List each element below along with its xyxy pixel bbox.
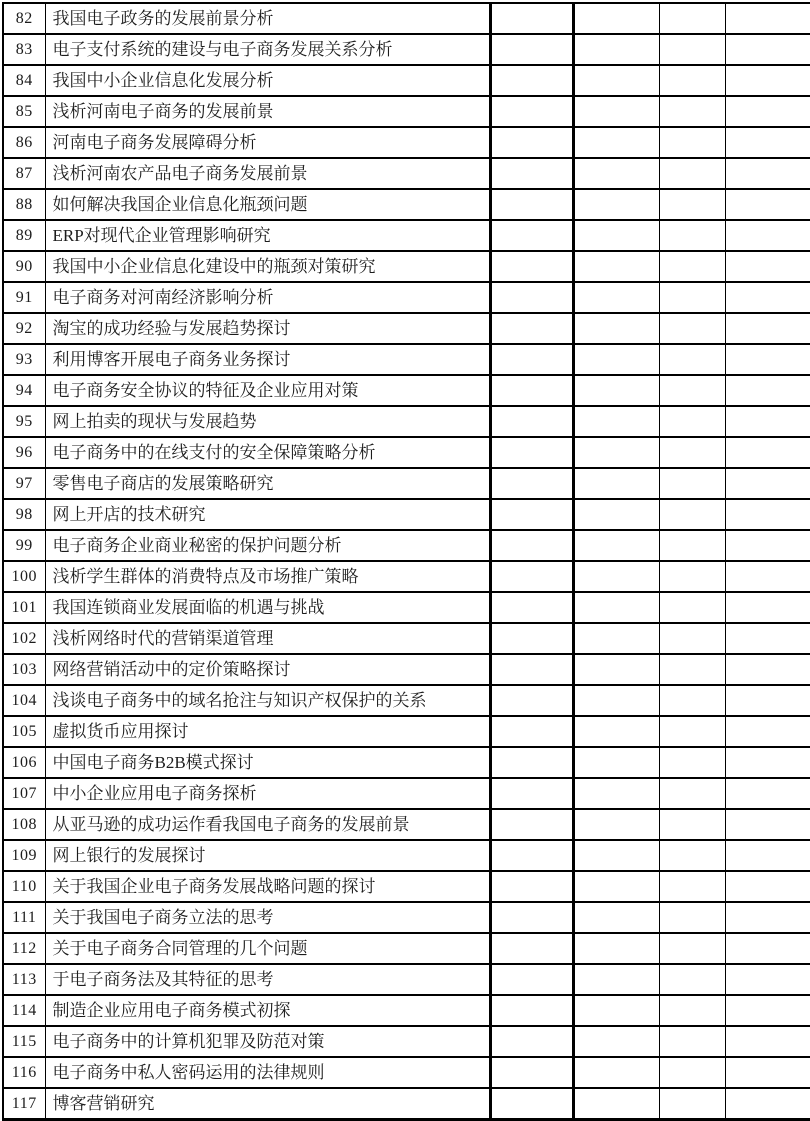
empty-cell: [573, 716, 659, 747]
empty-cell: [725, 189, 810, 220]
empty-cell: [725, 840, 810, 871]
table-row: [3, 809, 810, 840]
empty-cell: [725, 902, 810, 933]
row-number: 116: [3, 1057, 45, 1088]
table-row: [3, 127, 810, 158]
empty-cell: [659, 437, 725, 468]
empty-cell: [490, 313, 573, 344]
topic-title: 电子商务对河南经济影响分析: [45, 282, 490, 313]
table-row: [3, 437, 810, 468]
empty-cell: [725, 3, 810, 34]
empty-cell: [490, 220, 573, 251]
topic-title: 河南电子商务发展障碍分析: [45, 127, 490, 158]
empty-cell: [573, 189, 659, 220]
empty-cell: [490, 1088, 573, 1120]
empty-cell: [725, 747, 810, 778]
topic-title: 浅析网络时代的营销渠道管理: [45, 623, 490, 654]
topic-title: 虚拟货币应用探讨: [45, 716, 490, 747]
table-row: [3, 747, 810, 778]
empty-cell: [725, 716, 810, 747]
empty-cell: [490, 623, 573, 654]
row-number: 97: [3, 468, 45, 499]
table-row: [3, 654, 810, 685]
row-number: 98: [3, 499, 45, 530]
topic-title: 我国中小企业信息化建设中的瓶颈对策研究: [45, 251, 490, 282]
empty-cell: [573, 499, 659, 530]
empty-cell: [573, 375, 659, 406]
empty-cell: [659, 251, 725, 282]
empty-cell: [490, 189, 573, 220]
table-row: [3, 964, 810, 995]
empty-cell: [573, 34, 659, 65]
row-number: 104: [3, 685, 45, 716]
empty-cell: [490, 809, 573, 840]
empty-cell: [490, 96, 573, 127]
empty-cell: [490, 34, 573, 65]
table-row: [3, 282, 810, 313]
empty-cell: [490, 654, 573, 685]
table-row: [3, 933, 810, 964]
topic-title: 零售电子商店的发展策略研究: [45, 468, 490, 499]
empty-cell: [725, 65, 810, 96]
empty-cell: [573, 871, 659, 902]
empty-cell: [659, 220, 725, 251]
table-row: [3, 375, 810, 406]
empty-cell: [573, 468, 659, 499]
table-row: [3, 1026, 810, 1057]
empty-cell: [490, 530, 573, 561]
empty-cell: [725, 1088, 810, 1120]
empty-cell: [573, 282, 659, 313]
table-row: [3, 313, 810, 344]
empty-cell: [573, 3, 659, 34]
empty-cell: [573, 902, 659, 933]
topic-title: 浅析河南农产品电子商务发展前景: [45, 158, 490, 189]
row-number: 91: [3, 282, 45, 313]
empty-cell: [573, 437, 659, 468]
row-number: 89: [3, 220, 45, 251]
empty-cell: [659, 158, 725, 189]
topic-title: 电子商务企业商业秘密的保护问题分析: [45, 530, 490, 561]
table-row: [3, 344, 810, 375]
empty-cell: [490, 964, 573, 995]
empty-cell: [725, 220, 810, 251]
topic-title: 浅析学生群体的消费特点及市场推广策略: [45, 561, 490, 592]
table-row: [3, 623, 810, 654]
row-number: 94: [3, 375, 45, 406]
empty-cell: [659, 375, 725, 406]
topic-title: 网上拍卖的现状与发展趋势: [45, 406, 490, 437]
empty-cell: [490, 127, 573, 158]
empty-cell: [573, 840, 659, 871]
row-number: 93: [3, 344, 45, 375]
topic-title: 淘宝的成功经验与发展趋势探讨: [45, 313, 490, 344]
empty-cell: [659, 1057, 725, 1088]
empty-cell: [573, 127, 659, 158]
empty-cell: [725, 1026, 810, 1057]
topic-title: 中小企业应用电子商务探析: [45, 778, 490, 809]
empty-cell: [725, 96, 810, 127]
row-number: 106: [3, 747, 45, 778]
table-row: [3, 220, 810, 251]
table-row: [3, 189, 810, 220]
empty-cell: [659, 313, 725, 344]
row-number: 114: [3, 995, 45, 1026]
empty-cell: [659, 499, 725, 530]
table-row: [3, 778, 810, 809]
empty-cell: [490, 716, 573, 747]
row-number: 117: [3, 1088, 45, 1120]
topic-title: 我国连锁商业发展面临的机遇与挑战: [45, 592, 490, 623]
topic-title: 制造企业应用电子商务模式初探: [45, 995, 490, 1026]
empty-cell: [490, 747, 573, 778]
topic-title: 从亚马逊的成功运作看我国电子商务的发展前景: [45, 809, 490, 840]
table-row: [3, 96, 810, 127]
row-number: 99: [3, 530, 45, 561]
row-number: 90: [3, 251, 45, 282]
topic-title: 如何解决我国企业信息化瓶颈问题: [45, 189, 490, 220]
row-number: 84: [3, 65, 45, 96]
topic-title: 网上开店的技术研究: [45, 499, 490, 530]
empty-cell: [659, 654, 725, 685]
empty-cell: [573, 685, 659, 716]
empty-cell: [490, 3, 573, 34]
empty-cell: [725, 623, 810, 654]
empty-cell: [490, 871, 573, 902]
row-number: 105: [3, 716, 45, 747]
empty-cell: [659, 189, 725, 220]
row-number: 86: [3, 127, 45, 158]
empty-cell: [659, 747, 725, 778]
empty-cell: [573, 65, 659, 96]
row-number: 103: [3, 654, 45, 685]
empty-cell: [573, 778, 659, 809]
empty-cell: [659, 995, 725, 1026]
empty-cell: [725, 871, 810, 902]
empty-cell: [490, 778, 573, 809]
row-number: 83: [3, 34, 45, 65]
empty-cell: [725, 964, 810, 995]
empty-cell: [573, 251, 659, 282]
topic-title: 博客营销研究: [45, 1088, 490, 1120]
row-number: 110: [3, 871, 45, 902]
empty-cell: [573, 530, 659, 561]
empty-cell: [725, 344, 810, 375]
empty-cell: [659, 406, 725, 437]
empty-cell: [573, 1026, 659, 1057]
empty-cell: [490, 375, 573, 406]
row-number: 85: [3, 96, 45, 127]
empty-cell: [490, 65, 573, 96]
empty-cell: [659, 96, 725, 127]
empty-cell: [659, 3, 725, 34]
empty-cell: [573, 344, 659, 375]
empty-cell: [725, 685, 810, 716]
empty-cell: [659, 840, 725, 871]
empty-cell: [659, 716, 725, 747]
table-row: [3, 65, 810, 96]
table-row: [3, 592, 810, 623]
empty-cell: [490, 933, 573, 964]
empty-cell: [490, 840, 573, 871]
empty-cell: [490, 344, 573, 375]
empty-cell: [725, 778, 810, 809]
row-number: 82: [3, 3, 45, 34]
empty-cell: [725, 34, 810, 65]
empty-cell: [725, 592, 810, 623]
topic-title: 电子支付系统的建设与电子商务发展关系分析: [45, 34, 490, 65]
empty-cell: [725, 282, 810, 313]
empty-cell: [659, 809, 725, 840]
topic-title: 电子商务中私人密码运用的法律规则: [45, 1057, 490, 1088]
row-number: 108: [3, 809, 45, 840]
topic-title: 我国中小企业信息化发展分析: [45, 65, 490, 96]
empty-cell: [725, 127, 810, 158]
table-row: [3, 995, 810, 1026]
topic-table-body: [3, 3, 810, 1120]
topic-title: 关于我国企业电子商务发展战略问题的探讨: [45, 871, 490, 902]
empty-cell: [490, 902, 573, 933]
row-number: 115: [3, 1026, 45, 1057]
topic-title: 中国电子商务B2B模式探讨: [45, 747, 490, 778]
empty-cell: [573, 96, 659, 127]
empty-cell: [573, 1088, 659, 1120]
topic-title: 网络营销活动中的定价策略探讨: [45, 654, 490, 685]
table-row: [3, 685, 810, 716]
empty-cell: [659, 127, 725, 158]
table-row: [3, 840, 810, 871]
empty-cell: [725, 1057, 810, 1088]
empty-cell: [725, 654, 810, 685]
empty-cell: [725, 561, 810, 592]
empty-cell: [659, 623, 725, 654]
empty-cell: [725, 251, 810, 282]
row-number: 107: [3, 778, 45, 809]
empty-cell: [725, 313, 810, 344]
topic-title: 电子商务中的计算机犯罪及防范对策: [45, 1026, 490, 1057]
table-row: [3, 871, 810, 902]
empty-cell: [573, 561, 659, 592]
topic-title: 电子商务中的在线支付的安全保障策略分析: [45, 437, 490, 468]
topic-title: ERP对现代企业管理影响研究: [45, 220, 490, 251]
table-row: [3, 3, 810, 34]
row-number: 92: [3, 313, 45, 344]
empty-cell: [573, 654, 659, 685]
empty-cell: [490, 437, 573, 468]
empty-cell: [725, 995, 810, 1026]
topic-title: 电子商务安全协议的特征及企业应用对策: [45, 375, 490, 406]
row-number: 87: [3, 158, 45, 189]
table-row: [3, 1088, 810, 1120]
empty-cell: [573, 747, 659, 778]
table-row: [3, 716, 810, 747]
empty-cell: [490, 685, 573, 716]
topic-title: 关于电子商务合同管理的几个问题: [45, 933, 490, 964]
table-row: [3, 499, 810, 530]
empty-cell: [490, 592, 573, 623]
topic-list-table: [2, 2, 810, 1121]
row-number: 100: [3, 561, 45, 592]
empty-cell: [725, 158, 810, 189]
topic-title: 浅析河南电子商务的发展前景: [45, 96, 490, 127]
table-row: [3, 251, 810, 282]
topic-title: 我国电子政务的发展前景分析: [45, 3, 490, 34]
topic-title: 网上银行的发展探讨: [45, 840, 490, 871]
table-row: [3, 902, 810, 933]
empty-cell: [725, 499, 810, 530]
empty-cell: [659, 592, 725, 623]
row-number: 102: [3, 623, 45, 654]
empty-cell: [659, 530, 725, 561]
table-row: [3, 561, 810, 592]
empty-cell: [659, 964, 725, 995]
empty-cell: [573, 313, 659, 344]
empty-cell: [490, 499, 573, 530]
empty-cell: [659, 1026, 725, 1057]
empty-cell: [725, 933, 810, 964]
empty-cell: [490, 158, 573, 189]
empty-cell: [725, 375, 810, 406]
empty-cell: [490, 1057, 573, 1088]
row-number: 113: [3, 964, 45, 995]
empty-cell: [725, 530, 810, 561]
empty-cell: [659, 282, 725, 313]
row-number: 109: [3, 840, 45, 871]
topic-title: 浅谈电子商务中的域名抢注与知识产权保护的关系: [45, 685, 490, 716]
topic-title: 关于我国电子商务立法的思考: [45, 902, 490, 933]
empty-cell: [659, 933, 725, 964]
empty-cell: [573, 406, 659, 437]
empty-cell: [659, 344, 725, 375]
empty-cell: [573, 964, 659, 995]
empty-cell: [659, 778, 725, 809]
row-number: 112: [3, 933, 45, 964]
table-row: [3, 34, 810, 65]
empty-cell: [573, 995, 659, 1026]
empty-cell: [573, 933, 659, 964]
row-number: 88: [3, 189, 45, 220]
empty-cell: [659, 468, 725, 499]
table-row: [3, 530, 810, 561]
row-number: 95: [3, 406, 45, 437]
empty-cell: [573, 809, 659, 840]
empty-cell: [659, 34, 725, 65]
empty-cell: [573, 1057, 659, 1088]
empty-cell: [490, 282, 573, 313]
empty-cell: [725, 809, 810, 840]
table-row: [3, 406, 810, 437]
empty-cell: [725, 468, 810, 499]
topic-title: 利用博客开展电子商务业务探讨: [45, 344, 490, 375]
empty-cell: [573, 158, 659, 189]
empty-cell: [659, 65, 725, 96]
table-row: [3, 158, 810, 189]
topic-title: 于电子商务法及其特征的思考: [45, 964, 490, 995]
empty-cell: [659, 902, 725, 933]
row-number: 96: [3, 437, 45, 468]
row-number: 101: [3, 592, 45, 623]
empty-cell: [573, 220, 659, 251]
empty-cell: [490, 995, 573, 1026]
empty-cell: [573, 592, 659, 623]
empty-cell: [490, 406, 573, 437]
row-number: 111: [3, 902, 45, 933]
table-row: [3, 468, 810, 499]
empty-cell: [490, 251, 573, 282]
empty-cell: [490, 468, 573, 499]
empty-cell: [573, 623, 659, 654]
empty-cell: [659, 1088, 725, 1120]
empty-cell: [490, 561, 573, 592]
table-row: [3, 1057, 810, 1088]
empty-cell: [725, 437, 810, 468]
empty-cell: [490, 1026, 573, 1057]
empty-cell: [659, 871, 725, 902]
empty-cell: [659, 561, 725, 592]
empty-cell: [725, 406, 810, 437]
empty-cell: [659, 685, 725, 716]
